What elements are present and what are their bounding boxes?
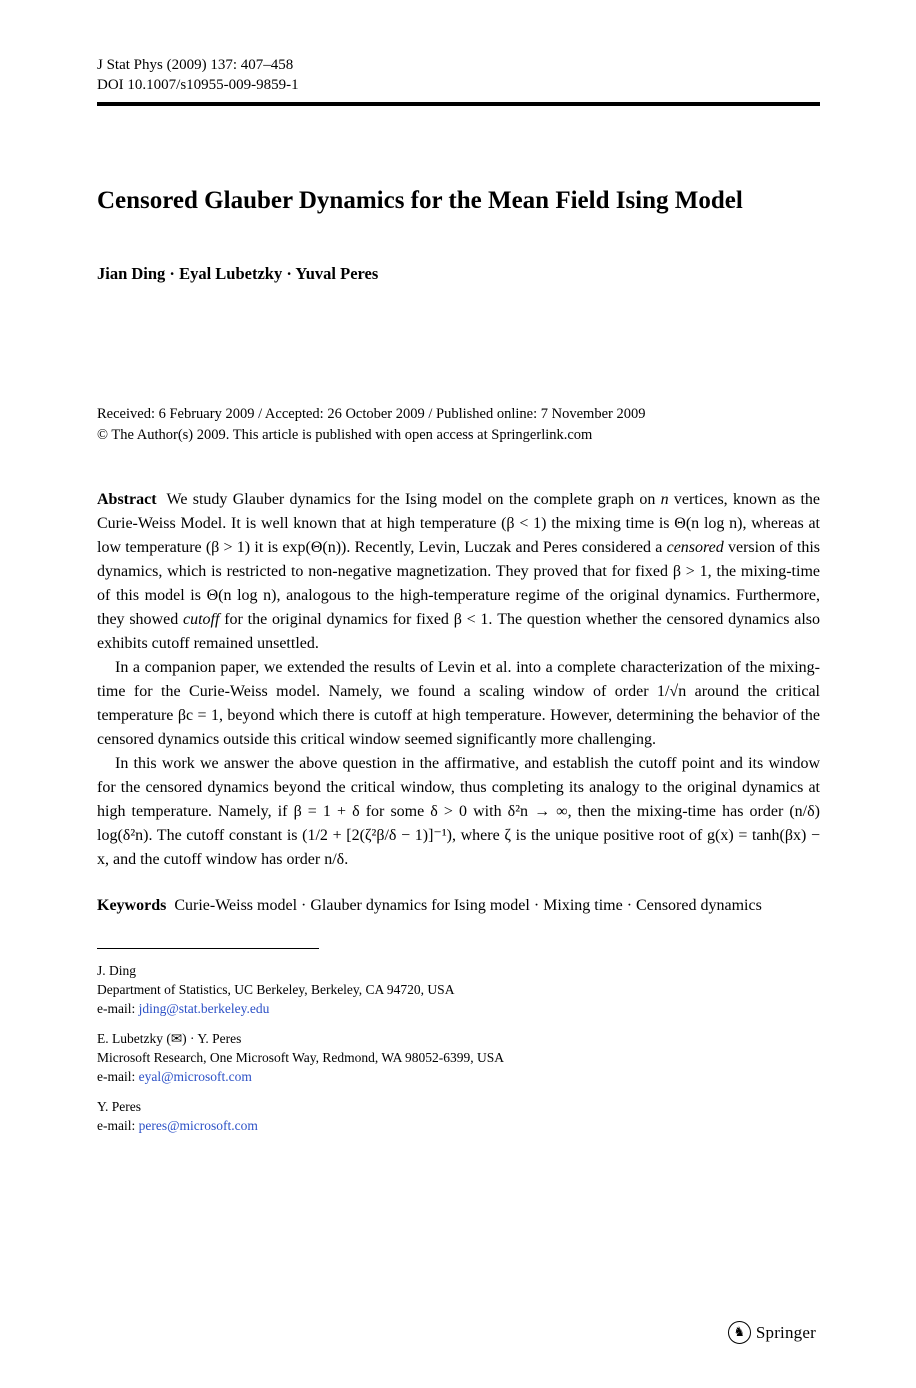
received-accepted-line: Received: 6 February 2009 / Accepted: 26 October 2009 / Published online: 7 November 2009 [97,406,646,422]
footnote-name: J. Ding [97,963,137,978]
keywords-label: Keywords [97,897,167,914]
footnote-author [97,961,820,1018]
springer-logo [728,1321,816,1344]
email-link[interactable]: eyal@microsoft.com [138,1069,252,1084]
abstract-label: Abstract [97,491,157,508]
footnote-name: E. Lubetzky (✉) · Y. Peres [97,1031,242,1046]
footnote-email-line [97,999,820,1018]
doi-line: DOI 10.1007/s10955-009-9859-1 [97,77,299,93]
abstract-text: We study Glauber dynamics for the Ising model on the complete graph on n vertices, known as the Curie-Weiss Model. It is well known that at high temperature (β < 1) the mixing time is Θ(n log n), whereas at low temperature (β > 1) it is exp(Θ(n)). Recently, Levin, Luczak and Peres considered a censored version of this dynamics, which is restricted to non-negative magnetization. They proved that for fixed β > 1, the mixing-time of this model is Θ(n log n), analogous to the high-temperature regime of the original dynamics. Furthermore, they showed cutoff for the original dynamics for fixed β < 1. The question whether the censored dynamics also exhibits cutoff remained unsettled. [97,491,821,652]
email-label: e-mail: [97,1118,136,1133]
email-label: e-mail: [97,1069,136,1084]
footnote-email-line [97,1067,820,1086]
abstract-section [97,488,820,872]
email-label: e-mail: [97,1001,136,1016]
article-history [97,404,820,446]
abstract-paragraph: In a companion paper, we extended the results of Levin et al. into a complete characterization of the mixing-time for the Curie-Weiss model. Namely, we found a scaling window of order 1/√n around the critical temperature βc = 1, beyond which there is cutoff at high temperature. However, determining the behavior of the censored dynamics outside this critical window seemed significantly more challenging. [97,659,820,748]
keywords-line [97,894,820,918]
footnote-affiliation: Department of Statistics, UC Berkeley, Berkeley, CA 94720, USA [97,982,455,997]
copyright-line: © The Author(s) 2009. This article is published with open access at Springerlink.com [97,427,593,443]
footnote-section [97,948,820,1135]
footnote-author [97,1097,820,1135]
footnote-rule [97,948,319,949]
abstract-paragraph [97,488,820,656]
springer-knight-icon: ♞ [728,1321,751,1344]
authors-line: Jian Ding · Eyal Lubetzky · Yuval Peres [97,264,379,283]
footnote-author [97,1029,820,1086]
abstract-paragraph: In this work we answer the above question in the affirmative, and establish the cutoff point and its window for the censored dynamics beyond the critical window, thus completing its analogy to the original dynamics at high temperature. Namely, if β = 1 + δ for some δ > 0 with δ²n → ∞, then the mixing-time has order (n/δ) log(δ²n). The cutoff constant is (1/2 + [2(ζ²β/δ − 1)]⁻¹), where ζ is the unique positive root of g(x) = tanh(βx) − x, and the cutoff window has order n/δ. [97,755,820,868]
journal-header [97,0,820,106]
footnote-name: Y. Peres [97,1099,142,1114]
email-link[interactable]: peres@microsoft.com [138,1118,258,1133]
footnote-email-line [97,1116,820,1135]
paper-page [97,0,820,1146]
article-title: Censored Glauber Dynamics for the Mean Field Ising Model [97,187,743,214]
footnote-affiliation: Microsoft Research, One Microsoft Way, Redmond, WA 98052-6399, USA [97,1050,504,1065]
springer-logo-text: Springer [755,1322,816,1342]
journal-citation: J Stat Phys (2009) 137: 407–458 [97,57,294,73]
header-rule [97,102,820,106]
keywords-text: Curie-Weiss model · Glauber dynamics for Ising model · Mixing time · Censored dynamics [174,897,762,914]
email-link[interactable]: jding@stat.berkeley.edu [138,1001,270,1016]
